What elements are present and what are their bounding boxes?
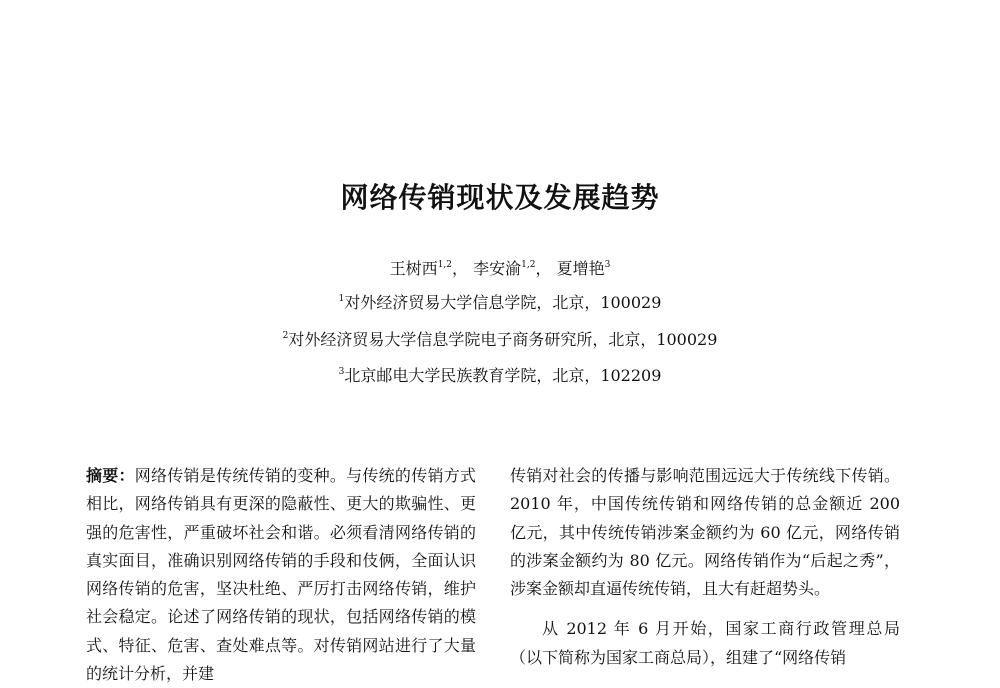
author-affiliation-mark: 3 bbox=[604, 260, 611, 270]
body-paragraph-2: 从 2012 年 6 月开始，国家工商行政管理总局（以下简称为国家工商总局），组建了“网络传销 bbox=[510, 619, 900, 667]
author-affiliation-mark: 1,2 bbox=[437, 260, 453, 270]
author-list bbox=[0, 256, 1000, 279]
body-paragraph-1: 传销对社会的传播与影响范围远远大于传统线下传销。2010 年，中国传统传销和网络传销的总金额近 200 亿元，其中传统传销涉案金额约为 60 亿元，网络传销的涉案金额约为 80 亿元。网络传销作为“后起之秀”，涉案金额却直逼传统传销，且大有赶超势头。 bbox=[510, 466, 900, 599]
abstract-text: 网络传销是传统传销的变种。与传统的传销方式相比，网络传销具有更深的隐蔽性、更大的欺骗性、更强的危害性，严重破坏社会和谐。必须看清网络传销的真实面目，准确识别网络传销的手段和伎俩，全面认识网络传销的危害，坚决杜绝、严厉打击网络传销，维护社会稳定。论述了网络传销的现状，包括网络传销的模式、特征、危害、查处难点等。对传销网站进行了大量的统计分析，并建 bbox=[86, 466, 476, 684]
abstract-column bbox=[86, 462, 476, 688]
author-name: 李安渝 bbox=[473, 259, 522, 278]
affiliation-3 bbox=[0, 363, 1000, 386]
abstract-paragraph bbox=[86, 462, 476, 688]
affiliation-text: 对外经济贸易大学信息学院，北京，100029 bbox=[344, 293, 662, 312]
affiliation-mark: 1 bbox=[338, 294, 345, 304]
affiliation-mark: 3 bbox=[338, 367, 345, 377]
author-separator: ， bbox=[452, 259, 469, 278]
abstract-label: 摘要： bbox=[86, 466, 135, 485]
author-separator: ， bbox=[535, 259, 552, 278]
affiliation-mark: 2 bbox=[282, 331, 289, 341]
author-name: 王树西 bbox=[389, 259, 438, 278]
author-name: 夏增艳 bbox=[556, 259, 605, 278]
body-column bbox=[510, 462, 900, 672]
affiliation-text: 对外经济贸易大学信息学院电子商务研究所，北京，100029 bbox=[288, 330, 718, 349]
paper-title: 网络传销现状及发展趋势 bbox=[340, 181, 660, 214]
affiliation-text: 北京邮电大学民族教育学院，北京，102209 bbox=[344, 366, 662, 385]
author-affiliation-mark: 1,2 bbox=[521, 260, 536, 270]
affiliation-1 bbox=[0, 290, 1000, 313]
affiliation-2 bbox=[0, 327, 1000, 350]
